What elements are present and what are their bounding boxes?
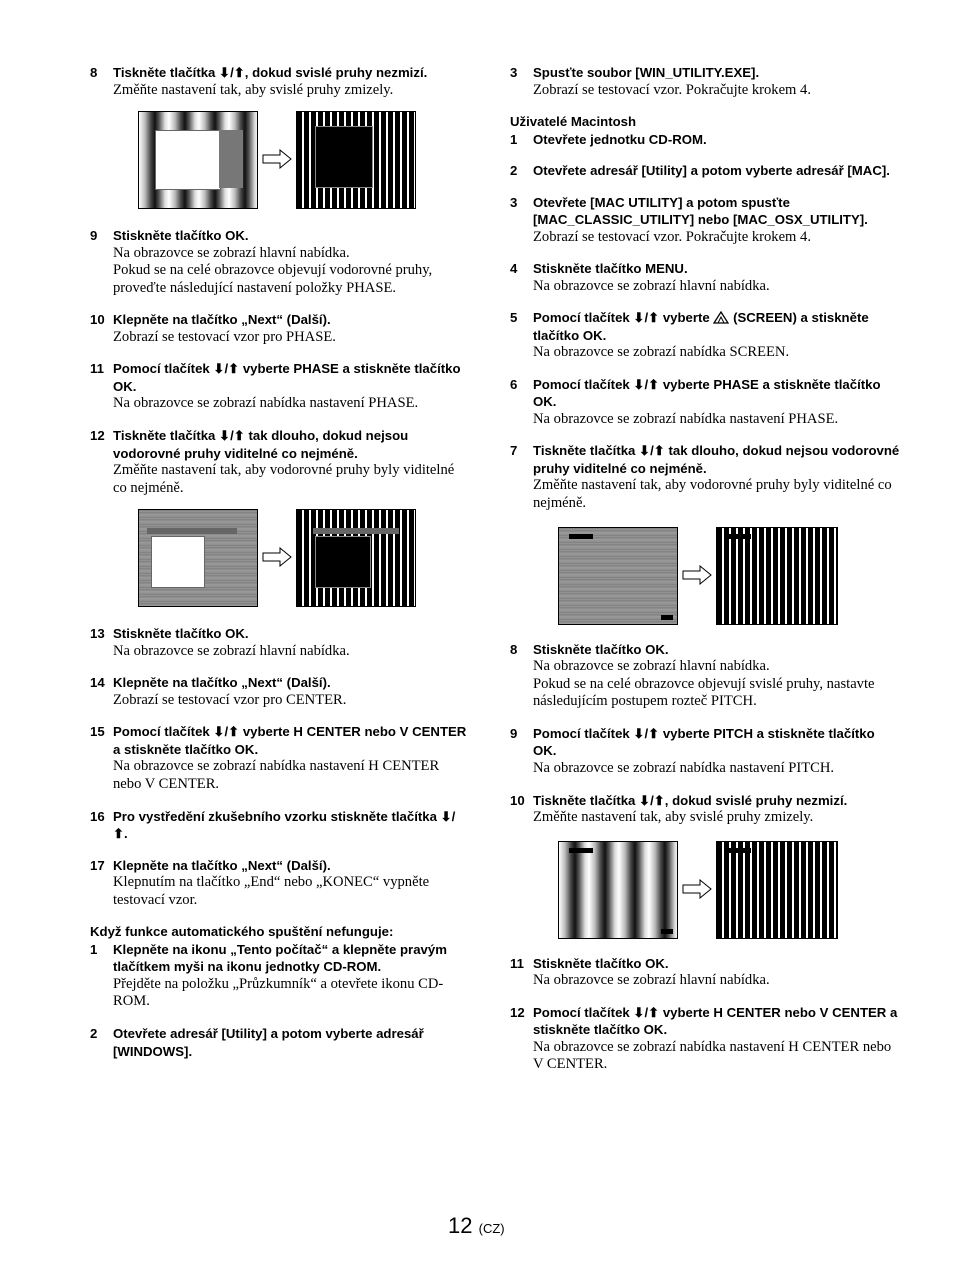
screenshot-after — [716, 527, 838, 625]
step-number: 2 — [90, 1026, 98, 1041]
step-14 — [90, 674, 470, 709]
test-pattern-label — [569, 848, 593, 853]
step-heading: Pomocí tlačítek ⬇/⬆ vyberte H CENTER nebo V CENTER a stiskněte tlačítko OK. — [533, 1004, 898, 1038]
step-body: Na obrazovce se zobrazí nabídka nastavení H CENTER nebo V CENTER. — [113, 758, 440, 793]
step-body: Na obrazovce se zobrazí hlavní nabídka. — [113, 244, 350, 261]
step-heading: Tiskněte tlačítka ⬇/⬆ tak dlouho, dokud nejsou vodorovné pruhy viditelné co nejméně. — [533, 443, 900, 476]
step-body: Na obrazovce se zobrazí hlavní nabídka. — [533, 972, 770, 989]
step-autorun-1 — [90, 941, 470, 1011]
step-number: 3 — [510, 65, 518, 80]
right-column — [510, 64, 900, 1088]
step-heading: Stiskněte tlačítko MENU. — [533, 261, 688, 277]
step-heading: Pomocí tlačítek ⬇/⬆ vyberte H CENTER nebo V CENTER a stiskněte tlačítko OK. — [113, 724, 467, 757]
step-17 — [90, 857, 470, 910]
step-heading: Klepněte na ikonu „Tento počítač“ a klepněte pravým tlačítkem myši na ikonu jednotky CD-ROM. — [113, 941, 447, 975]
dialog-titlebar — [313, 528, 399, 534]
step-mac-11 — [510, 955, 900, 990]
step-body: Na obrazovce se zobrazí nabídka SCREEN. — [533, 344, 790, 361]
step-autorun-2 — [90, 1025, 470, 1060]
step-number: 1 — [510, 131, 518, 147]
step-number: 8 — [90, 65, 98, 80]
step-mac-2 — [510, 162, 900, 180]
step-body: Na obrazovce se zobrazí nabídka nastavení PITCH. — [533, 759, 835, 776]
step-mac-7 — [510, 442, 900, 512]
step-number: 4 — [510, 261, 518, 277]
step-number: 17 — [90, 857, 105, 873]
step-number: 11 — [510, 955, 524, 971]
step-number: 3 — [510, 194, 518, 210]
step-number: 10 — [90, 312, 105, 328]
step-mac-10 — [510, 792, 900, 827]
step-number: 8 — [510, 641, 518, 657]
figure-phase-before-after — [90, 511, 470, 611]
step-heading: Klepněte na tlačítko „Next“ (Další). — [113, 857, 331, 873]
left-column — [90, 64, 470, 1074]
step-number: 10 — [510, 792, 525, 808]
step-body: Na obrazovce se zobrazí nabídka nastavení PHASE. — [113, 395, 419, 412]
step-heading: Stiskněte tlačítko OK. — [113, 228, 249, 244]
page-number — [448, 1213, 505, 1239]
dialog-titlebar — [147, 528, 237, 534]
step-mac-4 — [510, 260, 900, 295]
step-number: 9 — [510, 725, 518, 741]
step-mac-12 — [510, 1004, 900, 1074]
step-heading: Tiskněte tlačítka ⬇/⬆, dokud svislé pruhy nezmizí. — [113, 65, 428, 80]
step-heading: Klepněte na tlačítko „Next“ (Další). — [113, 675, 331, 691]
step-heading: Pomocí tlačítek ⬇/⬆ vyberte PHASE a stiskněte tlačítko OK. — [113, 361, 461, 394]
step-heading: Klepněte na tlačítko „Next“ (Další). — [113, 312, 331, 328]
step-body: Na obrazovce se zobrazí hlavní nabídka. — [533, 277, 770, 294]
step-body: Změňte nastavení tak, aby vodorovné pruhy byly viditelné co nejméně. — [113, 462, 455, 496]
step-12 — [90, 427, 470, 497]
figure-pitch-before-after — [90, 113, 470, 213]
step-body: Změňte nastavení tak, aby svislé pruhy zmizely. — [533, 809, 814, 826]
step-heading: Pomocí tlačítek ⬇/⬆ vyberte PITCH a stiskněte tlačítko OK. — [533, 725, 875, 759]
step-body: Zobrazí se testovací vzor. Pokračujte krokem 4. — [533, 81, 812, 98]
step-body: Na obrazovce se zobrazí nabídka nastavení H CENTER nebo V CENTER. — [533, 1038, 892, 1073]
step-number: 12 — [90, 428, 105, 444]
page-language-code: (CZ) — [478, 1221, 505, 1236]
arrow-right-icon — [262, 149, 292, 169]
screenshot-after — [296, 509, 416, 607]
step-8 — [90, 64, 470, 99]
step-body: Změňte nastavení tak, aby svislé pruhy zmizely. — [113, 81, 394, 98]
step-heading: Stiskněte tlačítko OK. — [533, 641, 669, 657]
arrow-right-icon — [682, 879, 712, 899]
step-body: Pokud se na celé obrazovce objevují svislé pruhy, nastavte následujícím postupem rozteč PITCH. — [533, 675, 875, 710]
step-13 — [90, 625, 470, 660]
step-mac-3 — [510, 194, 900, 247]
step-mac-9 — [510, 725, 900, 778]
step-number: 1 — [90, 941, 98, 957]
arrow-right-icon — [262, 547, 292, 567]
screenshot-before — [138, 509, 258, 607]
step-heading: Pomocí tlačítek ⬇/⬆ vyberte PHASE a stiskněte tlačítko OK. — [533, 376, 881, 410]
dialog-illustration — [155, 130, 221, 190]
step-body: Změňte nastavení tak, aby vodorovné pruhy byly viditelné co nejméně. — [533, 477, 892, 512]
step-body: Zobrazí se testovací vzor pro PHASE. — [113, 328, 336, 345]
step-number: 9 — [90, 228, 98, 244]
step-body: Klepnutím na tlačítko „End“ nebo „KONEC“ vypněte testovací vzor. — [113, 874, 430, 908]
step-heading: Tiskněte tlačítka ⬇/⬆, dokud svislé pruhy nezmizí. — [533, 792, 848, 808]
step-body: Pokud se na celé obrazovce objevují vodorovné pruhy, proveďte následující nastavení položky PHASE. — [113, 262, 433, 296]
section-heading: Když funkce automatického spuštění nefunguje: — [90, 924, 394, 940]
step-body: Zobrazí se testovací vzor pro CENTER. — [113, 691, 347, 708]
step-number: 7 — [510, 443, 518, 459]
step-heading: Stiskněte tlačítko OK. — [533, 955, 669, 971]
figure-mac-pitch-before-after — [510, 841, 900, 941]
screen-icon — [713, 311, 729, 324]
step-heading: Tiskněte tlačítka ⬇/⬆ tak dlouho, dokud nejsou vodorovné pruhy viditelné co nejméně. — [113, 428, 409, 461]
step-number: 12 — [510, 1004, 525, 1020]
figure-mac-phase-before-after — [510, 527, 900, 627]
step-9 — [90, 227, 470, 297]
screenshot-before — [558, 527, 678, 625]
end-button-illustration — [661, 615, 673, 620]
dialog-illustration — [151, 536, 205, 588]
step-heading: (SCREEN) a stiskněte tlačítko OK. — [533, 310, 869, 343]
step-number: 14 — [90, 675, 105, 691]
step-run-exe — [510, 64, 900, 99]
test-pattern-label — [569, 534, 593, 539]
screenshot-before — [138, 111, 258, 209]
page-number-value: 12 — [448, 1213, 473, 1238]
screenshot-after — [716, 841, 838, 939]
step-heading: Pro vystředění zkušebního vzorku stiskněte tlačítka ⬇/⬆. — [113, 808, 456, 842]
dialog-side — [219, 130, 243, 188]
step-number: 15 — [90, 724, 105, 740]
step-15 — [90, 723, 470, 793]
dialog-illustration — [315, 536, 371, 588]
step-body: Na obrazovce se zobrazí nabídka nastavení PHASE. — [533, 410, 839, 427]
step-body: Na obrazovce se zobrazí hlavní nabídka. — [113, 642, 350, 659]
screenshot-after — [296, 111, 416, 209]
step-mac-8 — [510, 641, 900, 711]
step-number: 2 — [510, 163, 518, 179]
step-mac-6 — [510, 376, 900, 429]
step-16 — [90, 808, 470, 843]
step-mac-5 — [510, 309, 900, 362]
step-11 — [90, 360, 470, 413]
dialog-illustration — [315, 126, 373, 188]
step-heading: Pomocí tlačítek ⬇/⬆ vyberte — [533, 310, 710, 326]
step-10 — [90, 311, 470, 346]
step-heading: Spusťte soubor [WIN_UTILITY.EXE]. — [533, 65, 760, 80]
step-number: 5 — [510, 310, 518, 326]
step-heading: Otevřete adresář [Utility] a potom vyberte adresář [WINDOWS]. — [113, 1026, 424, 1059]
test-pattern-label — [727, 534, 751, 539]
step-number: 13 — [90, 626, 105, 642]
step-heading: Stiskněte tlačítko OK. — [113, 626, 249, 642]
step-body: Přejděte na položku „Průzkumník“ a otevřete ikonu CD-ROM. — [113, 975, 444, 1010]
step-number: 6 — [510, 376, 518, 392]
step-body: Zobrazí se testovací vzor. Pokračujte krokem 4. — [533, 228, 812, 245]
step-mac-1 — [510, 131, 900, 149]
section-heading: Uživatelé Macintosh — [510, 114, 637, 130]
step-number: 11 — [90, 361, 104, 377]
step-body: Na obrazovce se zobrazí hlavní nabídka. — [533, 658, 770, 675]
step-number: 16 — [90, 808, 105, 824]
test-pattern-label — [727, 848, 751, 853]
screenshot-before — [558, 841, 678, 939]
step-heading: Otevřete adresář [Utility] a potom vyberte adresář [MAC]. — [533, 163, 890, 179]
step-heading: Otevřete [MAC UTILITY] a potom spusťte [MAC_CLASSIC_UTILITY] nebo [MAC_OSX_UTILITY]. — [533, 194, 868, 228]
step-heading: Otevřete jednotku CD-ROM. — [533, 131, 707, 147]
arrow-right-icon — [682, 565, 712, 585]
end-button-illustration — [661, 929, 673, 934]
